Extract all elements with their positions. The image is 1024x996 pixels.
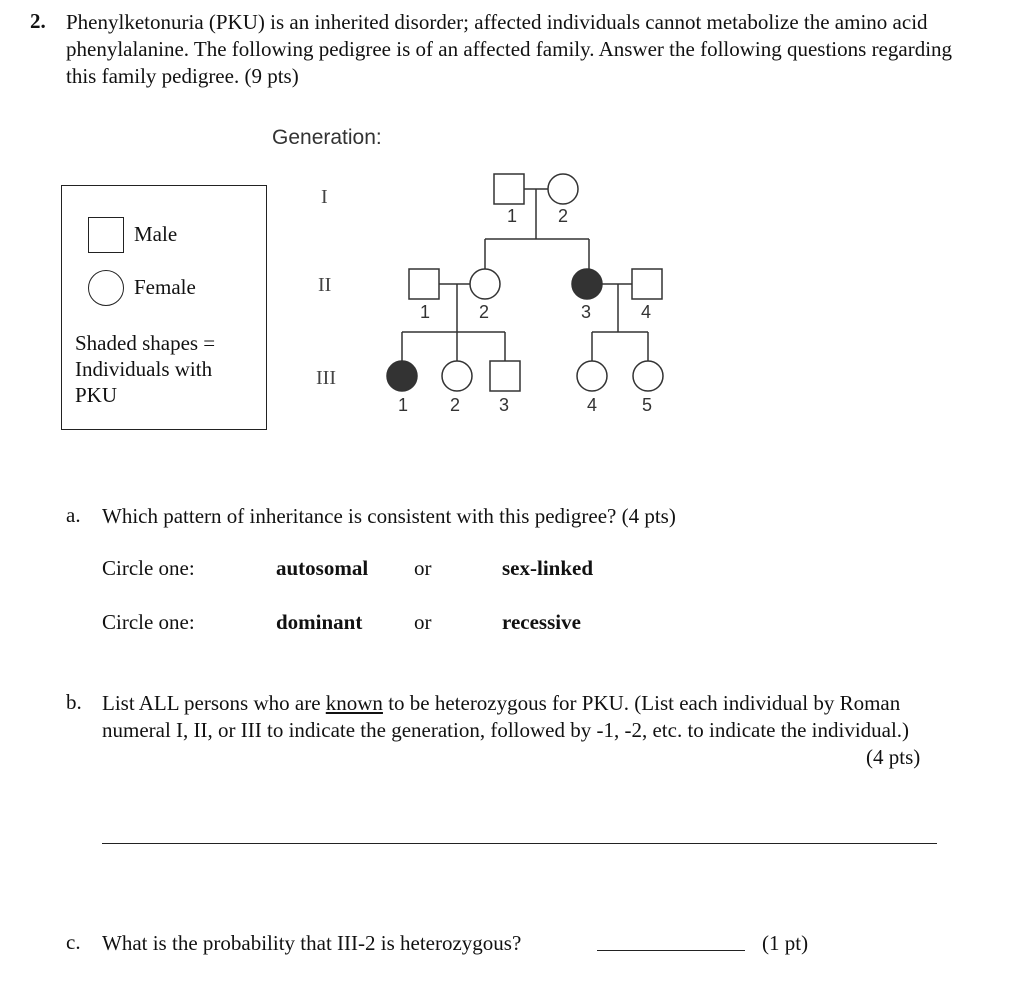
generation-label-iii: III — [316, 367, 336, 389]
legend-female-label: Female — [134, 275, 196, 299]
gen2-female-3-affected — [572, 269, 602, 299]
gen3-female-1-affected — [387, 361, 417, 391]
gen3-number-1: 1 — [397, 395, 409, 415]
legend-male-label: Male — [134, 222, 178, 246]
question-text: Phenylketonuria (PKU) is an inherited disorder; affected individuals cannot metabolize the amino acid phenylalanine. The following pedigree is of an affected family. Answer the following questions regarding this family pedigree. (9 pts) — [66, 10, 953, 88]
part-b-text-before: List ALL persons who are — [102, 691, 326, 715]
circle-one-label-2: Circle one: — [102, 610, 195, 634]
part-c-points: (1 pt) — [762, 931, 809, 955]
gen1-number-2: 2 — [557, 206, 569, 226]
generation-label-ii: II — [318, 274, 332, 296]
option-sex-linked[interactable]: sex-linked — [502, 556, 594, 580]
gen1-male-1 — [494, 174, 524, 204]
part-a-question: Which pattern of inheritance is consistent with this pedigree? (4 pts) — [102, 504, 676, 528]
part-b-question — [102, 690, 962, 744]
part-b-letter: b. — [66, 690, 82, 714]
option-dominant[interactable]: dominant — [276, 610, 363, 634]
gen2-number-1: 1 — [419, 302, 431, 322]
gen2-male-1 — [409, 269, 439, 299]
part-b-text-after: to be heterozygous for PKU. (List each individual by Roman numeral I, II, or III to indicate the generation, followed by -1, -2, etc. to indicate the individual.) — [102, 691, 910, 742]
gen1-female-2 — [548, 174, 578, 204]
gen2-female-2 — [470, 269, 500, 299]
part-c-question: What is the probability that III-2 is heterozygous? — [102, 931, 522, 955]
part-b-points: (4 pts) — [866, 745, 921, 769]
or-label-1: or — [414, 556, 432, 580]
part-b-answer-line[interactable] — [102, 843, 937, 844]
generation-title: Generation: — [272, 126, 382, 149]
part-a-letter: a. — [66, 503, 81, 527]
gen1-number-1: 1 — [506, 206, 518, 226]
part-b-known-underlined: known — [325, 691, 383, 715]
gen3-female-5 — [633, 361, 663, 391]
option-autosomal[interactable]: autosomal — [276, 556, 369, 580]
gen3-number-3: 3 — [498, 395, 510, 415]
part-c-letter: c. — [66, 930, 81, 954]
gen3-number-4: 4 — [586, 395, 598, 415]
part-c-answer-line[interactable] — [597, 950, 745, 951]
option-recessive[interactable]: recessive — [502, 610, 581, 634]
or-label-2: or — [414, 610, 432, 634]
gen3-female-2 — [442, 361, 472, 391]
gen3-number-2: 2 — [449, 395, 461, 415]
gen2-number-3: 3 — [580, 302, 592, 322]
gen3-male-3 — [490, 361, 520, 391]
gen2-number-2: 2 — [478, 302, 490, 322]
circle-one-label-1: Circle one: — [102, 556, 195, 580]
gen3-female-4 — [577, 361, 607, 391]
pedigree-diagram — [0, 0, 1024, 460]
legend-shaded-note: Shaded shapes = Individuals with PKU — [75, 331, 216, 407]
question-number: 2. — [30, 9, 46, 33]
gen2-number-4: 4 — [640, 302, 652, 322]
gen2-male-4 — [632, 269, 662, 299]
gen3-number-5: 5 — [641, 395, 653, 415]
generation-label-i: I — [321, 186, 328, 208]
